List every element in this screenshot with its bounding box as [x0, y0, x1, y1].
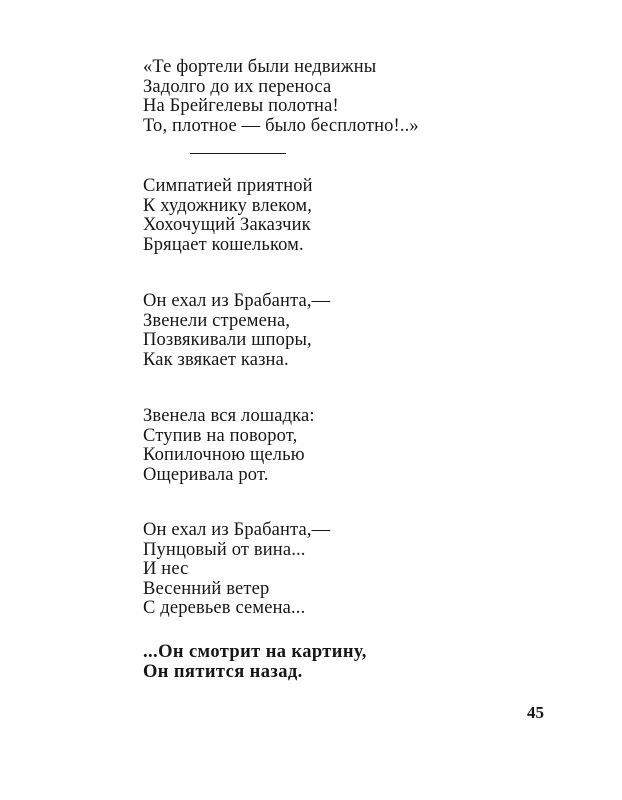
poem-line: ...Он смотрит на картину, — [143, 642, 367, 662]
poem-line: То, плотное — было бесплотно!..» — [143, 115, 419, 136]
poem-line: Ступив на поворот, — [143, 425, 298, 446]
page-number: 45 — [527, 703, 544, 722]
poem-line: Задолго до их переноса — [143, 76, 332, 97]
poem-line: «Те фортели были недвижны — [143, 57, 377, 77]
poem-line: Копилочною щелью — [143, 445, 305, 466]
poem-line: Позвякивали шпоры, — [143, 330, 312, 351]
poem-line: Ощеривала рот. — [143, 464, 269, 485]
poem-line: На Брейгелевы полотна! — [143, 96, 339, 117]
poem-line: Симпатией приятной — [143, 176, 313, 196]
stanza-3 — [143, 292, 330, 370]
stanza-4 — [143, 407, 315, 485]
poem-line: Он ехал из Брабанта,— — [143, 291, 331, 311]
poem-line: Как звякает казна. — [143, 349, 289, 370]
stanza-2 — [143, 177, 313, 255]
poem-line: К художнику влеком, — [143, 195, 313, 216]
poem-line: Он ехал из Брабанта,— — [143, 520, 331, 540]
stanza-5 — [143, 521, 330, 619]
poem-line: Звенели стремена, — [143, 310, 291, 331]
poem-line: Бряцает кошельком. — [143, 234, 304, 255]
poem-line: С деревьев семена... — [143, 598, 306, 619]
section-separator — [190, 153, 286, 154]
poem-line: Весенний ветер — [143, 578, 270, 599]
stanza-6 — [143, 643, 367, 682]
poem-line: Он пятится назад. — [143, 661, 303, 682]
poem-line: Хохочущий Заказчик — [143, 215, 311, 236]
poem-line: И нес — [143, 559, 189, 580]
poem-line: Звенела вся лошадка: — [143, 406, 315, 426]
stanza-1 — [143, 58, 419, 136]
poem-line: Пунцовый от вина... — [143, 539, 306, 560]
